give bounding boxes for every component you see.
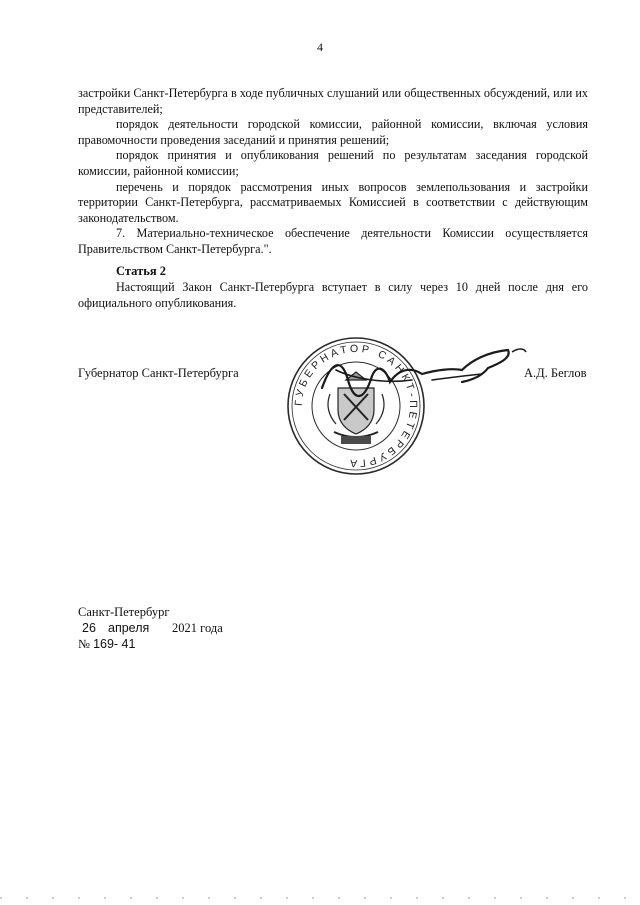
paragraph: перечень и порядок рассмотрения иных вопросов землепользования и застройки территории Санкт-Петербурга, рассматриваемых Комиссией в соответствии с действующим законодательством. xyxy=(78,179,588,225)
date-year: 2021 года xyxy=(172,621,223,635)
article-text: Настоящий Закон Санкт-Петербурга вступает в силу через 10 дней после дня его официального опубликования. xyxy=(78,280,588,310)
paragraph: порядок принятия и опубликования решений по результатам заседания городской комиссии, районной комиссии; xyxy=(78,148,588,178)
paragraph: застройки Санкт-Петербурга в ходе публичных слушаний или общественных обсуждений, или их представителей; xyxy=(78,86,588,116)
paragraph: 7. Материально-техническое обеспечение деятельности Комиссии осуществляется Правительством Санкт-Петербурга.". xyxy=(78,226,588,256)
article-title: Статья 2 xyxy=(116,264,166,278)
signing-place: Санкт-Петербург xyxy=(78,605,170,619)
law-number xyxy=(78,637,135,652)
page-number: 4 xyxy=(317,40,323,54)
signatory-position: Губернатор Санкт-Петербурга xyxy=(78,366,239,380)
handwritten-signature xyxy=(312,340,532,410)
body-text xyxy=(78,86,588,258)
seal-text: ГУБЕРНАТОР САНКТ-ПЕТЕРБУРГА xyxy=(292,342,420,470)
number-prefix: № xyxy=(78,637,90,651)
signatory-name: А.Д. Беглов xyxy=(524,366,587,380)
date-month: апреля xyxy=(108,621,150,635)
number-value: 169- 41 xyxy=(93,637,136,651)
date-day: 26 xyxy=(82,621,96,635)
scan-edge-marks xyxy=(0,897,640,899)
paragraph: порядок деятельности городской комиссии, районной комиссии, включая условия правомочности проведения заседаний и принятия решений; xyxy=(78,117,588,147)
